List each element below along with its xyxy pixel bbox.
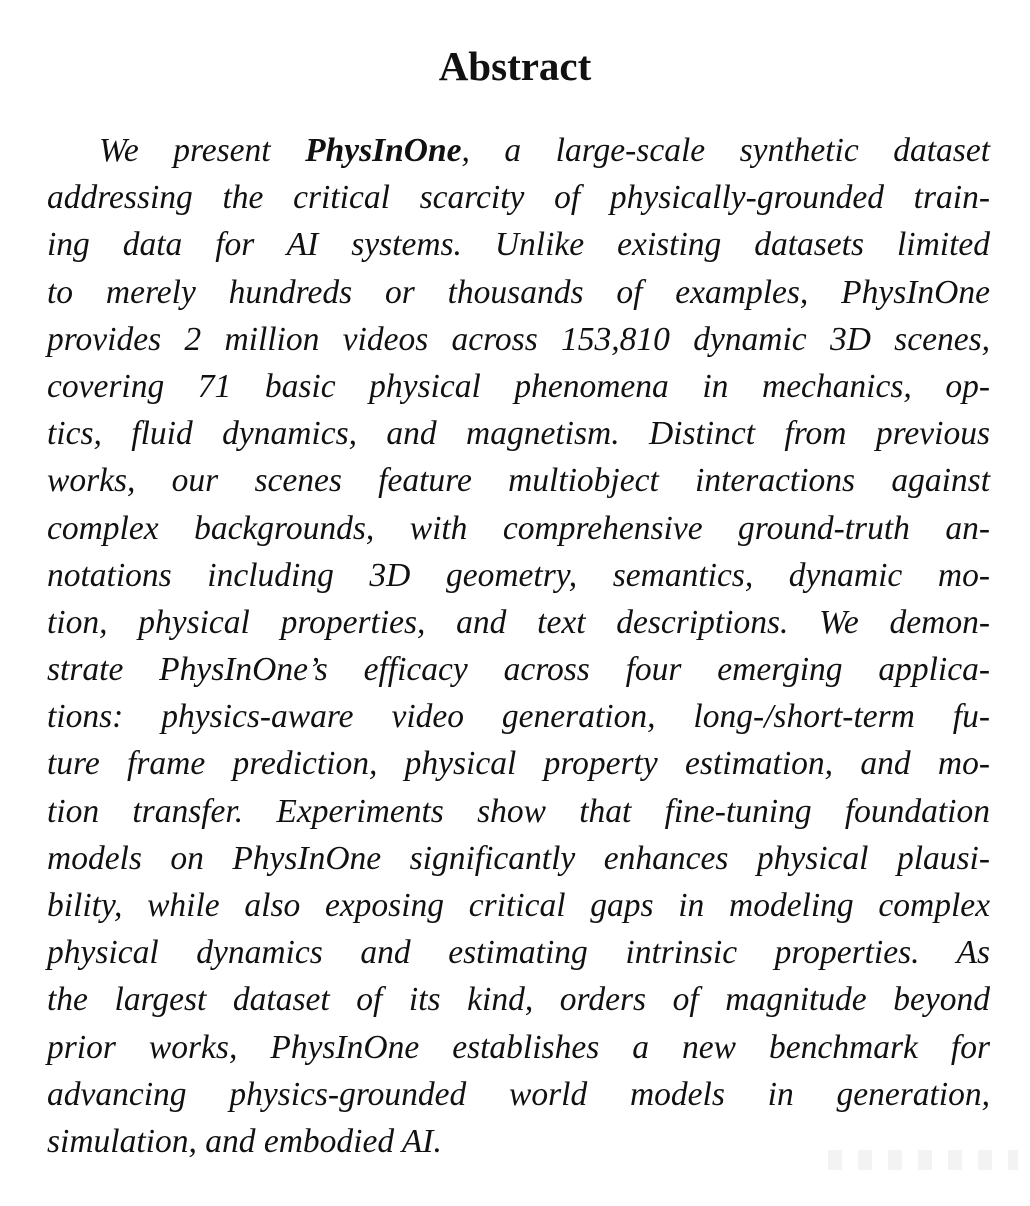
abstract-line: tion, physical properties, and text descriptions. We demon- xyxy=(47,603,990,641)
abstract-line: tion transfer. Experiments show that fine-tuning foundation xyxy=(47,792,990,830)
abstract-line: models on PhysInOne significantly enhances physical plausi- xyxy=(47,839,990,877)
abstract-body xyxy=(47,127,990,1165)
abstract-line: strate PhysInOne’s efficacy across four emerging applica- xyxy=(47,651,990,689)
abstract-line: addressing the critical scarcity of physically-grounded train- xyxy=(47,179,990,217)
abstract-line: bility, while also exposing critical gaps in modeling complex xyxy=(47,887,990,924)
abstract-line: physical dynamics and estimating intrinsic properties. As xyxy=(47,934,990,972)
abstract-line: tics, fluid dynamics, and magnetism. Distinct from previous xyxy=(47,415,990,453)
abstract-line: ing data for AI systems. Unlike existing datasets limited xyxy=(47,226,990,264)
watermark xyxy=(828,1150,1018,1170)
abstract-line: works, our scenes feature multiobject interactions against xyxy=(47,462,990,500)
abstract-line: to merely hundreds or thousands of examples, PhysInOne xyxy=(47,273,990,311)
intro-text-rest: , a large-scale synthetic dataset xyxy=(461,132,991,169)
abstract-line: simulation, and embodied AI. xyxy=(47,1122,442,1160)
dataset-name: PhysInOne xyxy=(305,132,462,169)
abstract-line: ture frame prediction, physical property estimation, and mo- xyxy=(47,745,990,783)
abstract-line: covering 71 basic physical phenomena in mechanics, op- xyxy=(47,367,990,405)
abstract-line: tions: physics-aware video generation, long-/short-term fu- xyxy=(47,698,990,736)
abstract-line: provides 2 million videos across 153,810 dynamic 3D scenes, xyxy=(47,320,990,358)
abstract-line: advancing physics-grounded world models in generation, xyxy=(47,1075,990,1113)
abstract-line: the largest dataset of its kind, orders of magnitude beyond xyxy=(47,981,990,1019)
intro-text: We present xyxy=(99,132,306,169)
section-title: Abstract xyxy=(438,43,592,89)
abstract-line xyxy=(47,127,990,174)
abstract-line: complex backgrounds, with comprehensive ground-truth an- xyxy=(47,509,990,547)
abstract-line: notations including 3D geometry, semantics, dynamic mo- xyxy=(47,556,990,594)
abstract-line: prior works, PhysInOne establishes a new benchmark for xyxy=(47,1028,990,1066)
